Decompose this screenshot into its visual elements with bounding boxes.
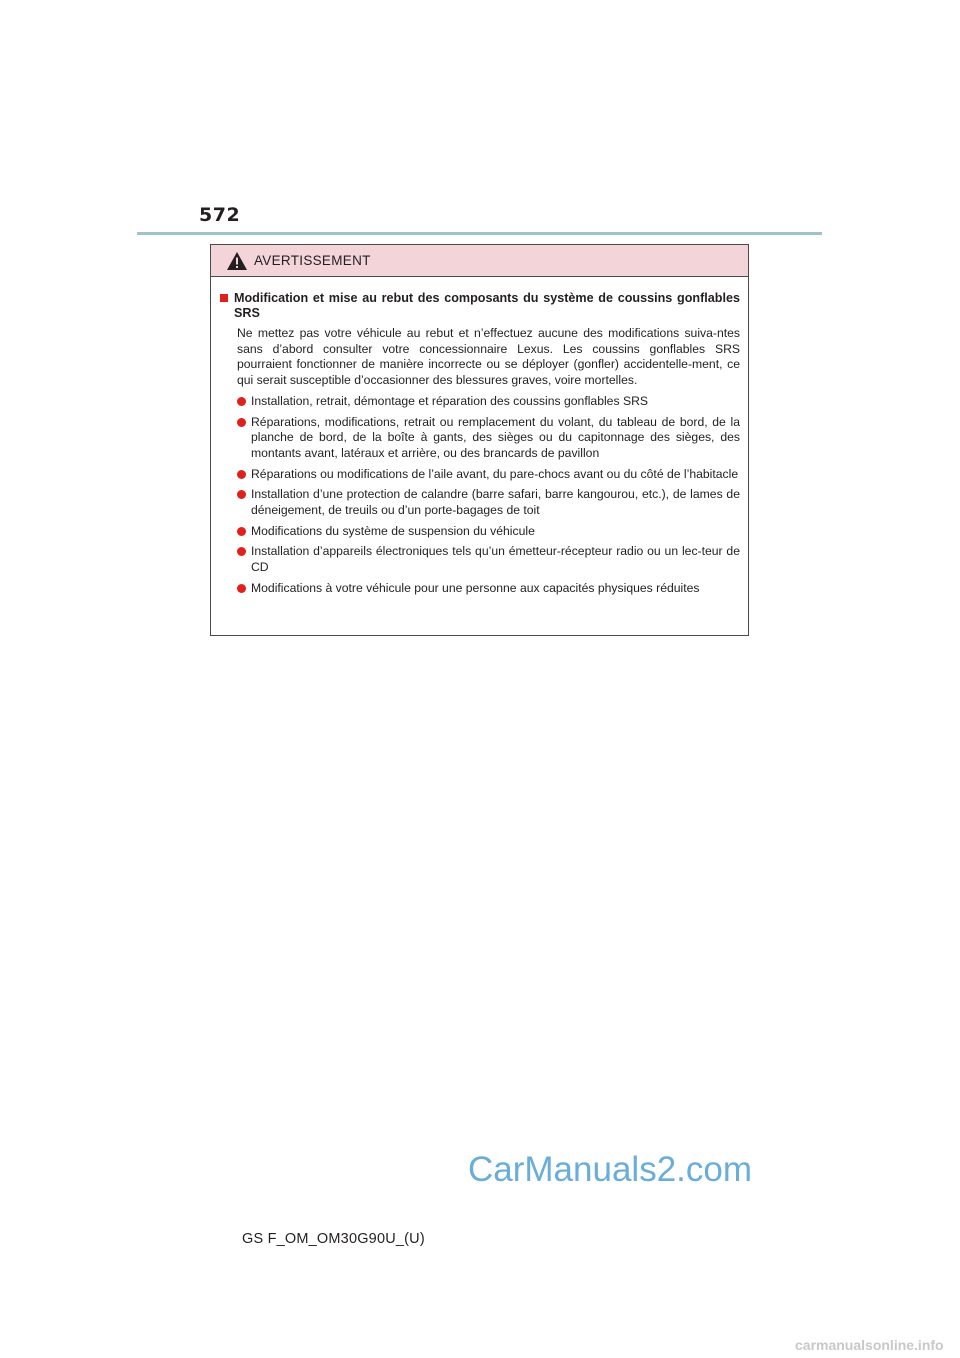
list-item [219,487,740,518]
list-item [219,544,740,575]
list-item [219,467,740,483]
warning-triangle-icon [226,251,248,271]
bullet-dot-icon [237,490,246,499]
warning-box [210,244,749,636]
list-item-text: Réparations ou modifications de l’aile avant, du pare-chocs avant ou du côté de l’habitacle [251,466,739,481]
bullet-dot-icon [237,397,246,406]
list-item-text: Modifications du système de suspension du véhicule [251,523,535,538]
page-number: 572 [199,204,241,226]
bullet-dot-icon [237,527,246,536]
bullet-dot-icon [237,584,246,593]
list-item-text: Installation d’une protection de calandre (barre safari, barre kangourou, etc.), de lames de déneigement, de treuils ou d’un porte-bagages de toit [251,487,740,518]
section-title-text: Modification et mise au rebut des composants du système de coussins gonflables SRS [234,291,740,320]
header-rule [137,232,822,235]
list-item-text: Installation d’appareils électroniques tels qu’un émetteur-récepteur radio ou un lec-teur de CD [251,544,740,575]
list-item [219,394,740,410]
warning-header [211,245,748,277]
list-item-text: Modifications à votre véhicule pour une personne aux capacités physiques réduites [251,580,700,595]
list-item [219,581,740,597]
watermark-logo: CarManuals2.com [468,1150,752,1189]
section-title [219,291,740,321]
bullet-dot-icon [237,418,246,427]
list-item-text: Installation, retrait, démontage et réparation des coussins gonflables SRS [251,393,648,408]
bullet-list [219,394,740,597]
bullet-dot-icon [237,470,246,479]
footer-code: GS F_OM_OM30G90U_(U) [242,1231,425,1247]
intro-paragraph: Ne mettez pas votre véhicule au rebut et n’effectuez aucune des modifications suiva-ntes sans d’abord consulter votre concessionnaire Lexus. Les coussins gonflables SRS pourraient fonctionner de manière incorrecte ou se déployer (gonfler) accidentelle-ment, ce qui serait susceptible d’occasionner des blessures graves, voire mortelles. [237,326,740,388]
square-bullet-icon [220,294,228,302]
watermark-bottom: carmanualsonline.info [795,1337,944,1353]
list-item-text: Réparations, modifications, retrait ou remplacement du volant, du tableau de bord, de la planche de bord, de la boîte à gants, des sièges ou du capitonnage des sièges, des montants avant, latéraux et arrière, ou des brancards de pavillon [251,414,740,460]
list-item [219,415,740,462]
list-item [219,524,740,540]
bullet-dot-icon [237,547,246,556]
warning-title: AVERTISSEMENT [254,253,371,268]
warning-body [211,277,748,597]
